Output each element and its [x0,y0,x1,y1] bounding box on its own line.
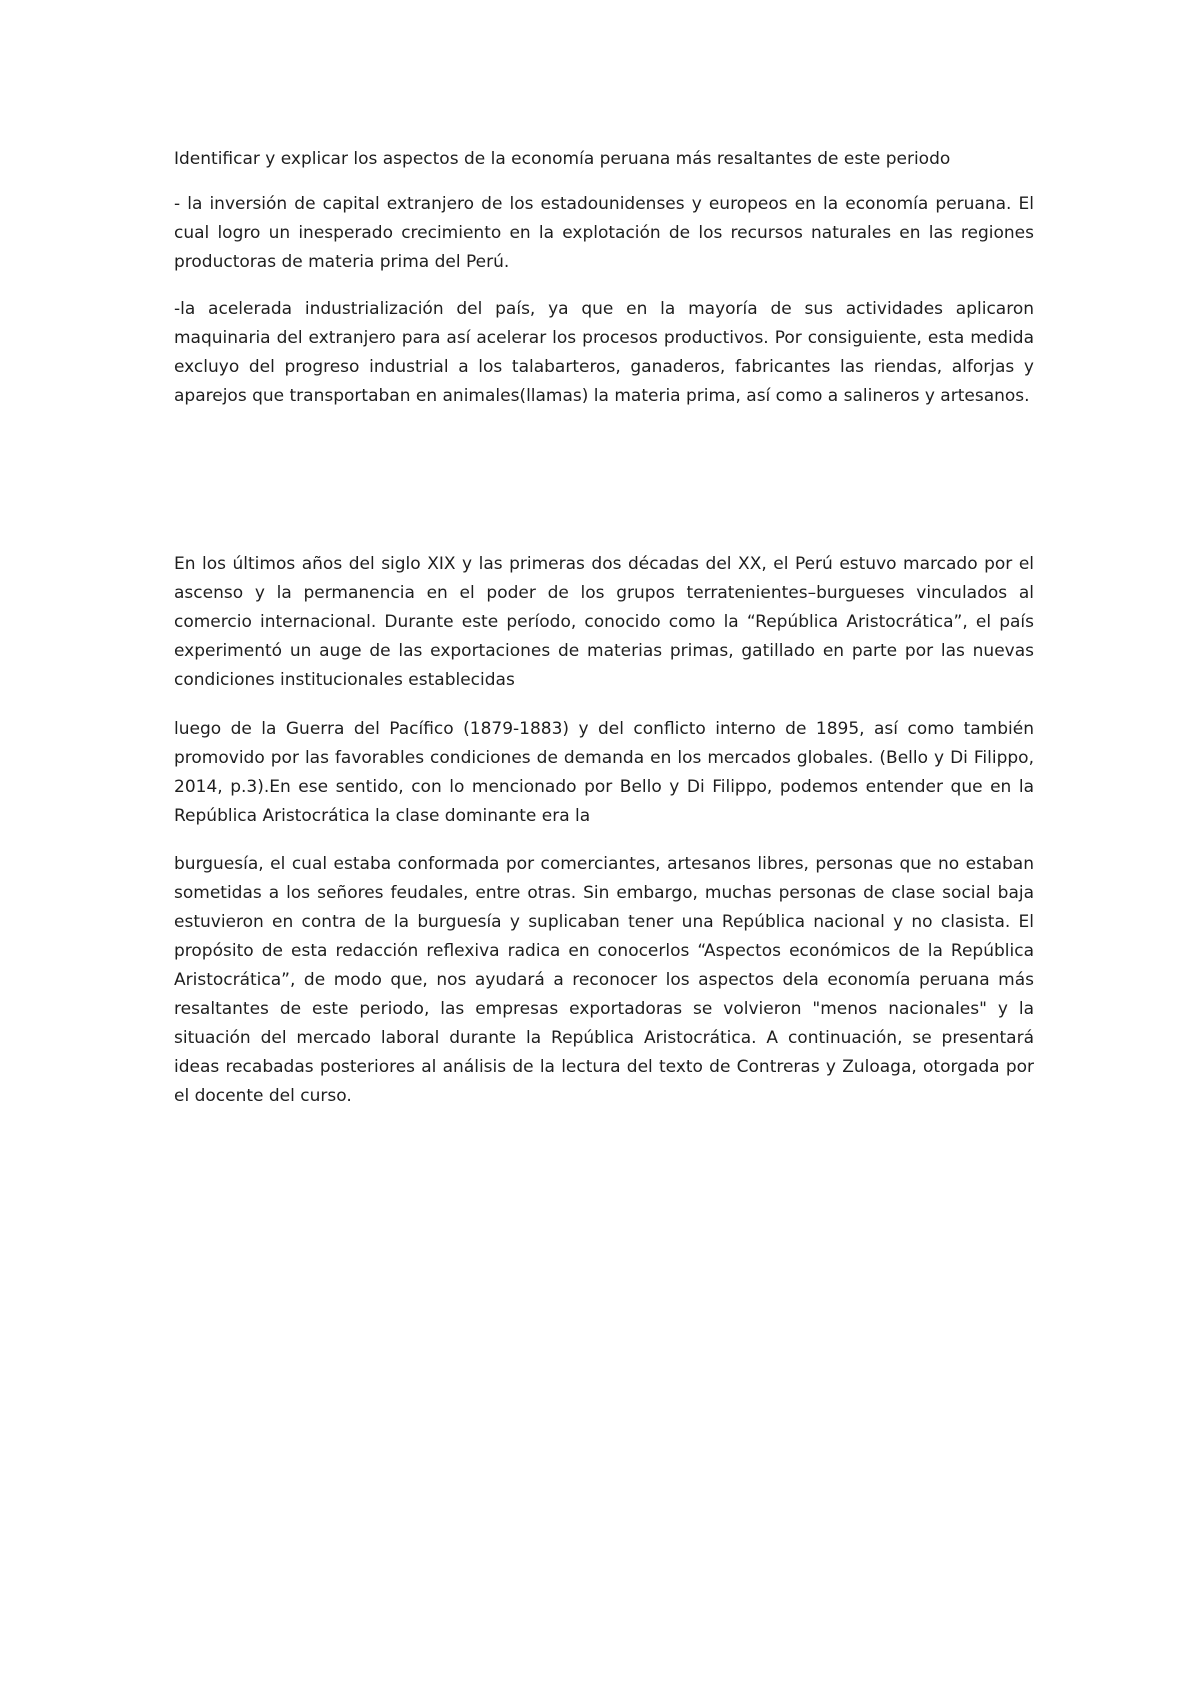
document-heading: Identificar y explicar los aspectos de la economía peruana más resaltantes de este periodo [174,149,951,169]
paragraph-guerra-del-pacifico: luego de la Guerra del Pacífico (1879-1883) y del conflicto interno de 1895, así como también promovido por las favorables condiciones de demanda en los mercados globales. (Bello y Di Filippo, 2014, p.3).En ese sentido, con lo mencionado por Bello y Di Filippo, podemos entender que en la República Aristocrática la clase dominante era la [174,719,1034,826]
paragraph-foreign-investment: - la inversión de capital extranjero de los estadounidenses y europeos en la economía peruana. El cual logro un inesperado crecimiento en la explotación de los recursos naturales en las regiones productoras de materia prima del Perú. [174,194,1034,272]
paragraph-burguesia: burguesía, el cual estaba conformada por comerciantes, artesanos libres, personas que no estaban sometidas a los señores feudales, entre otras. Sin embargo, muchas personas de clase social baja estuvieron en contra de la burguesía y suplicaban tener una República nacional y no clasista. El propósito de esta redacción reflexiva radica en conocerlos “Aspectos económicos de la República Aristocrática”, de modo que, nos ayudará a reconocer los aspectos dela economía peruana más resaltantes de este periodo, las empresas exportadoras se volvieron "menos nacionales" y la situación del mercado laboral durante la República Aristocrática. A continuación, se presentará ideas recabadas posteriores al análisis de la lectura del texto de Contreras y Zuloaga, otorgada por el docente del curso. [174,854,1034,1106]
paragraph-industrialization: -la acelerada industrialización del país, ya que en la mayoría de sus actividades aplicaron maquinaria del extranjero para así acelerar los procesos productivos. Por consiguiente, esta medida excluyo del progreso industrial a los talabarteros, ganaderos, fabricantes las riendas, alforjas y aparejos que transportaban en animales(llamas) la materia prima, así como a salineros y artesanos. [174,299,1034,406]
paragraph-republica-aristocratica: En los últimos años del siglo XIX y las primeras dos décadas del XX, el Perú estuvo marcado por el ascenso y la permanencia en el poder de los grupos terratenientes–burgueses vinculados al comercio internacional. Durante este período, conocido como la “República Aristocrática”, el país experimentó un auge de las exportaciones de materias primas, gatillado en parte por las nuevas condiciones institucionales establecidas [174,554,1034,690]
